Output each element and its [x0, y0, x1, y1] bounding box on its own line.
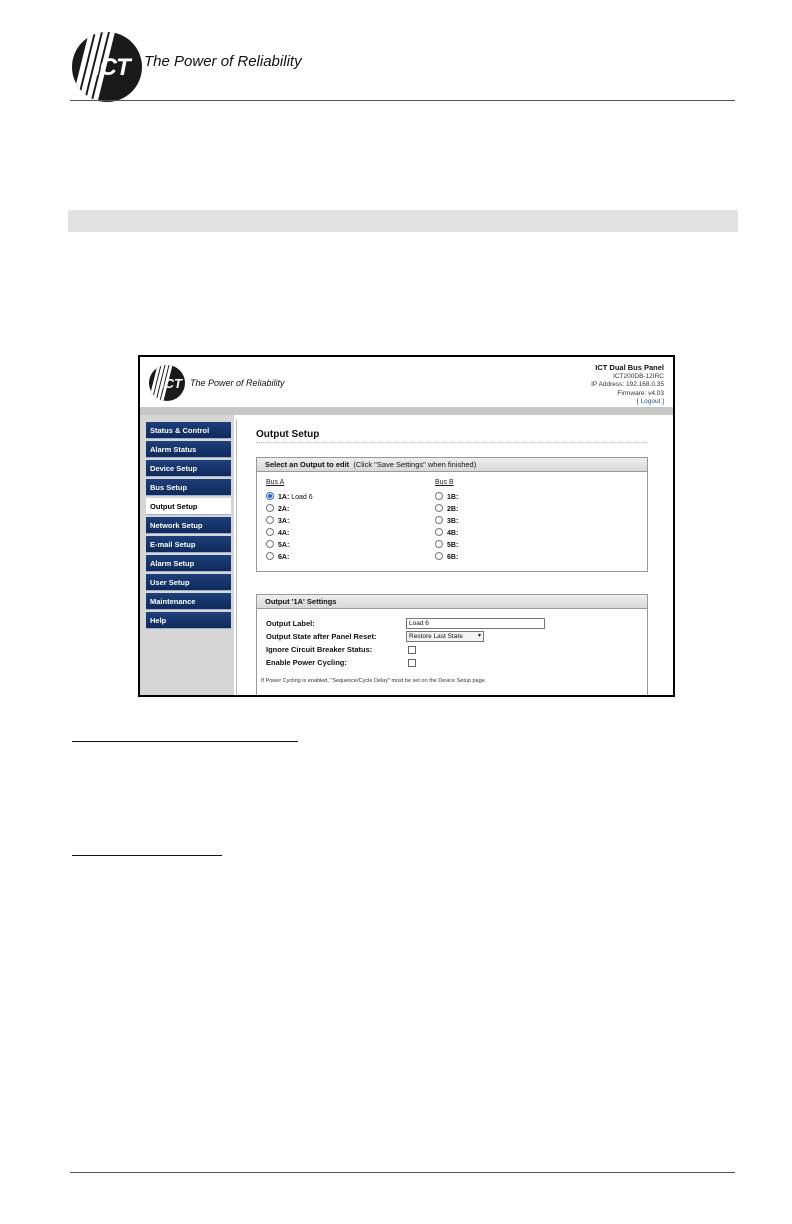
output-name: Load 6 — [291, 494, 313, 501]
radio-icon[interactable] — [266, 516, 274, 524]
radio-icon[interactable] — [435, 528, 443, 536]
radio-icon[interactable] — [435, 492, 443, 500]
output-1a-option[interactable] — [266, 492, 313, 502]
nav-email-setup[interactable]: E-mail Setup — [146, 536, 231, 553]
header-tagline: The Power of Reliability — [190, 378, 285, 388]
model-number: ICT200DB-12IRC — [613, 372, 664, 380]
output-5b-option[interactable] — [435, 540, 458, 550]
output-4b-option[interactable] — [435, 528, 458, 538]
logout-link[interactable]: Logout — [640, 398, 661, 406]
logo-mark: ICT — [94, 54, 130, 81]
output-id: 2B: — [447, 506, 459, 513]
subheading-underline-1 — [72, 741, 298, 742]
panel-header — [140, 357, 673, 407]
output-5a-option[interactable] — [266, 540, 289, 550]
title-divider — [256, 442, 648, 443]
select-output-title: Select an Output to edit — [265, 460, 350, 469]
output-settings-panel — [256, 594, 648, 695]
subheading-underline-2 — [72, 855, 222, 856]
output-id: 6B: — [447, 554, 459, 561]
ui-screenshot — [138, 355, 675, 697]
bus-b-label: Bus B — [435, 479, 454, 486]
output-6b-option[interactable] — [435, 552, 458, 562]
output-settings-heading — [257, 595, 647, 609]
output-id: 5A: — [278, 542, 290, 549]
power-cycling-label: Enable Power Cycling: — [266, 658, 347, 667]
select-output-hint: (Click "Save Settings" when finished) — [353, 460, 477, 469]
output-2b-option[interactable] — [435, 504, 458, 514]
nav-alarm-setup[interactable]: Alarm Setup — [146, 555, 231, 572]
nav-alarm-status[interactable]: Alarm Status — [146, 441, 231, 458]
ip-address: IP Address: 192.168.0.35 — [591, 381, 664, 389]
output-state-select[interactable] — [406, 631, 484, 642]
output-id: 1B: — [447, 494, 459, 501]
output-4a-option[interactable] — [266, 528, 289, 538]
radio-icon[interactable] — [435, 552, 443, 560]
radio-icon[interactable] — [266, 552, 274, 560]
nav-user-setup[interactable]: User Setup — [146, 574, 231, 591]
nav-maintenance[interactable]: Maintenance — [146, 593, 231, 610]
output-settings-title: Output '1A' Settings — [265, 597, 337, 606]
nav-device-setup[interactable]: Device Setup — [146, 460, 231, 477]
output-id: 4B: — [447, 530, 459, 537]
output-id: 3B: — [447, 518, 459, 525]
page-tagline: The Power of Reliability — [144, 53, 302, 70]
section-heading-bar — [68, 210, 738, 232]
radio-icon[interactable] — [435, 540, 443, 548]
output-state-label: Output State after Panel Reset: — [266, 632, 377, 641]
nav-output-setup[interactable]: Output Setup — [146, 498, 231, 515]
output-3a-option[interactable] — [266, 516, 289, 526]
main-content — [236, 419, 667, 695]
product-name: ICT Dual Bus Panel — [595, 363, 664, 372]
output-6a-option[interactable] — [266, 552, 289, 562]
select-output-panel — [256, 457, 648, 572]
radio-icon[interactable] — [266, 504, 274, 512]
device-info — [591, 364, 664, 407]
output-id: 1A: — [278, 494, 290, 501]
radio-icon[interactable] — [435, 516, 443, 524]
radio-icon[interactable] — [266, 528, 274, 536]
header-divider — [70, 100, 735, 101]
output-2a-option[interactable] — [266, 504, 289, 514]
power-cycling-note: If Power Cycling is enabled, "Sequence/Cycle Delay" must be set on the Device Setup page. — [261, 678, 487, 684]
output-id: 5B: — [447, 542, 459, 549]
bus-a-label: Bus A — [266, 479, 285, 486]
output-3b-option[interactable] — [435, 516, 458, 526]
logout-wrap — [591, 398, 664, 407]
page-title: Output Setup — [256, 429, 320, 440]
ict-logo — [72, 32, 142, 102]
logout-bracket-close: ] — [660, 398, 664, 406]
ignore-cb-label: Ignore Circuit Breaker Status: — [266, 645, 373, 654]
firmware-version: Firmware: v4.03 — [617, 389, 664, 397]
output-1b-option[interactable] — [435, 492, 458, 502]
nav-network-setup[interactable]: Network Setup — [146, 517, 231, 534]
output-label-label: Output Label: — [266, 619, 315, 628]
sidebar — [140, 415, 234, 695]
radio-selected-icon[interactable] — [266, 492, 274, 500]
ict-logo — [149, 365, 185, 401]
select-output-heading — [257, 458, 647, 472]
output-id: 6A: — [278, 554, 290, 561]
output-id: 4A: — [278, 530, 290, 537]
power-cycling-checkbox[interactable] — [408, 659, 416, 667]
radio-icon[interactable] — [266, 540, 274, 548]
footer-divider — [70, 1172, 735, 1173]
chevron-down-icon: ▾ — [477, 633, 481, 639]
output-state-value: Restore Last State — [409, 633, 463, 640]
radio-icon[interactable] — [435, 504, 443, 512]
logout-bracket-open: [ — [636, 398, 641, 406]
header-band — [140, 407, 673, 415]
nav-status-control[interactable]: Status & Control — [146, 422, 231, 439]
output-id: 2A: — [278, 506, 290, 513]
output-id: 3A: — [278, 518, 290, 525]
output-label-input[interactable]: Load 6 — [406, 618, 545, 629]
logo-mark: ICT — [161, 376, 182, 391]
ignore-cb-checkbox[interactable] — [408, 646, 416, 654]
nav-bus-setup[interactable]: Bus Setup — [146, 479, 231, 496]
nav-help[interactable]: Help — [146, 612, 231, 629]
